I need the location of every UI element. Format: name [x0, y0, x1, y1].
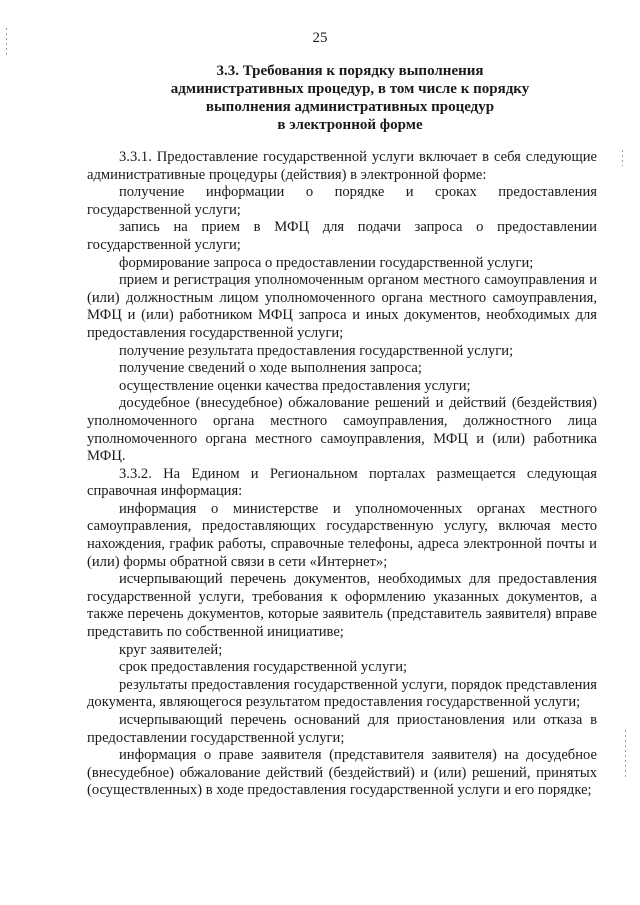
list-item: информация о министерстве и уполномоченных органах местного самоуправления, предоставляющих государственную услугу, включая место нахождения, график работы, справочные телефоны, адреса электронной почты и (или) формы обратной связи в сети «Интернет»; — [87, 500, 597, 570]
list-item: срок предоставления государственной услуги; — [119, 659, 408, 676]
list-item: получение информации о порядке и сроках предоставления государственной услуги; — [87, 184, 597, 218]
section-title-line: 3.3. Требования к порядку выполнения — [216, 63, 484, 79]
section-title-line: выполнения административных процедур — [205, 99, 495, 115]
paragraph-3-3-1: 3.3.1. Предоставление государственной услуги включает в себя следующие административные процедуры (действия) в электронной форме: — [87, 149, 597, 183]
page-number: 25 — [312, 30, 328, 46]
list-item: получение сведений о ходе выполнения запроса; — [119, 360, 422, 377]
list-item: исчерпывающий перечень документов, необходимых для предоставления государственной услуги, требования к оформлению указанных документов, а также перечень документов, которые заявитель (представитель заявителя) вправе представить по собственной инициативе; — [87, 571, 597, 641]
section-title-line: административных процедур, в том числе к порядку — [170, 81, 530, 97]
document-body — [87, 149, 597, 800]
section-title — [150, 62, 550, 134]
paragraph-3-3-2: 3.3.2. На Едином и Региональном порталах размещается следующая справочная информация: — [87, 465, 597, 500]
section-title-line: в электронной форме — [277, 117, 423, 133]
list-item: круг заявителей; — [119, 641, 223, 658]
list-item: исчерпывающий перечень оснований для приостановления или отказа в предоставлении государственной услуги; — [87, 712, 597, 746]
list-item: информация о праве заявителя (представителя заявителя) на досудебное (внесудебное) обжалование действий (бездействий) и (или) решений, принятых (осуществленных) в ходе предоставления государственной услуги и его порядке; — [87, 747, 597, 799]
list-item: осуществление оценки качества предоставления услуги; — [119, 377, 471, 394]
list-item: прием и регистрация уполномоченным органом местного самоуправления и (или) должностным лицом уполномоченного органа местного самоуправления, МФЦ и (или) работником МФЦ запроса и иных документов, необходимых для предоставления государственной услуги; — [87, 272, 597, 341]
list-item: запись на прием в МФЦ для подачи запроса о предоставлении государственной услуги; — [87, 219, 597, 253]
list-item: формирование запроса о предоставлении государственной услуги; — [119, 254, 534, 271]
list-item: результаты предоставления государственной услуги, порядок представления документа, являющегося результатом предоставления государственной услуги; — [87, 676, 597, 711]
list-item: получение результата предоставления государственной услуги; — [119, 342, 514, 359]
list-item: досудебное (внесудебное) обжалование решений и действий (бездействия) уполномоченного органа местного самоуправления, должностного лица уполномоченного органа местного самоуправления, МФЦ и (или) работника МФЦ. — [87, 395, 597, 465]
right-margin-artifact — [622, 150, 623, 166]
right-margin-artifact — [625, 730, 626, 780]
